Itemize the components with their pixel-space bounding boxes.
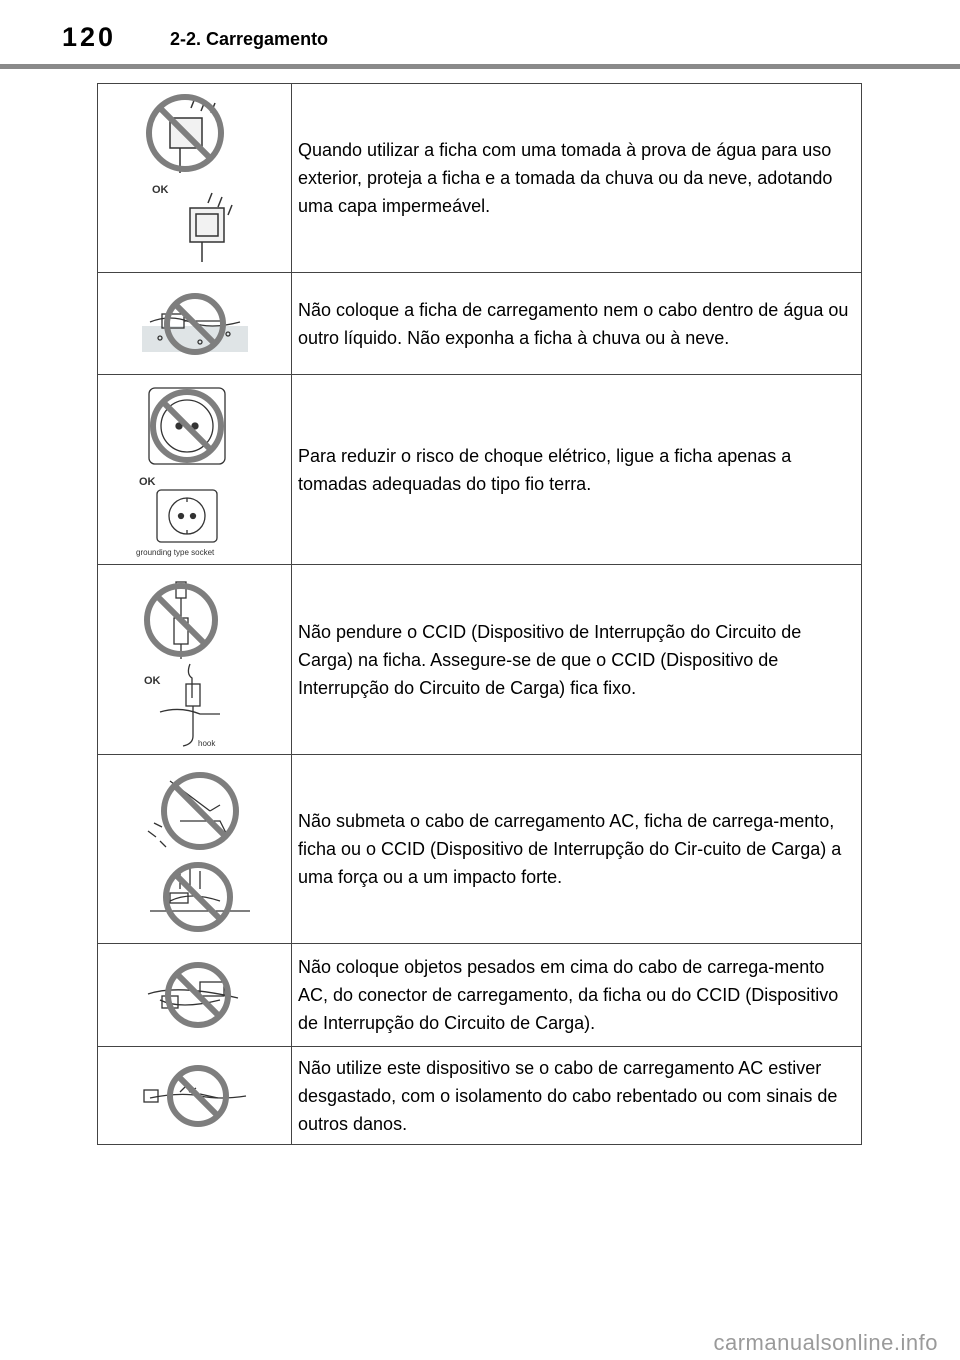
table-row xyxy=(98,375,862,565)
table-row xyxy=(98,755,862,944)
ok-label: OK xyxy=(138,475,155,488)
page-number: 120 xyxy=(62,22,117,52)
impact-illustration xyxy=(140,761,250,937)
warning-table xyxy=(97,83,862,1145)
ccid-hook-illustration xyxy=(140,572,250,748)
plug-in-water-illustration xyxy=(140,292,250,356)
warning-text: Não submeta o cabo de carregamento AC, ficha de carrega-mento, ficha ou o CCID (Dispositivo de Interrupção do Cir-cuito de Carga) a uma força ou a um impacto forte. xyxy=(292,755,862,944)
warning-text: Não coloque objetos pesados em cima do cabo de carrega-mento AC, do conector de carregamento, da ficha ou do CCID (Dispositivo de Interrupção do Circuito de Carga). xyxy=(292,944,862,1047)
prohibited-icon xyxy=(153,392,221,460)
ok-label: OK xyxy=(143,674,160,687)
prohibited-icon xyxy=(168,965,228,1025)
ok-label: OK xyxy=(151,184,168,196)
warning-text: Não coloque a ficha de carregamento nem o cabo dentro de água ou outro líquido. Não exponha a ficha à chuva ou à neve. xyxy=(292,273,862,375)
socket-caption: grounding type socket xyxy=(135,547,214,557)
hook-caption: hook xyxy=(197,738,215,748)
table-row xyxy=(98,84,862,273)
prohibited-icon xyxy=(164,775,236,929)
header-rule xyxy=(0,64,960,69)
prohibited-icon xyxy=(170,1068,226,1124)
illustration-cell xyxy=(98,1047,292,1145)
damaged-cable-illustration xyxy=(140,1064,250,1128)
warning-text: Não utilize este dispositivo se o cabo de carregamento AC estiver desgastado, com o isolamento do cabo rebentado ou com sinais de outros danos. xyxy=(292,1047,862,1145)
watermark: carmanualsonline.info xyxy=(713,1330,938,1355)
section-title: 2-2. Carregamento xyxy=(170,29,329,49)
table-row xyxy=(98,273,862,375)
warning-text: Para reduzir o risco de choque elétrico, ligue a ficha apenas a tomadas adequadas do tipo fio terra. xyxy=(292,375,862,565)
warning-text: Quando utilizar a ficha com uma tomada à prova de água para uso exterior, proteja a ficha e a tomada da chuva ou da neve, adotando uma capa impermeável. xyxy=(292,84,862,273)
warning-text: Não pendure o CCID (Dispositivo de Interrupção do Circuito de Carga) na ficha. Assegure-se de que o CCID (Dispositivo de Interrupção do Circuito de Carga) fica fixo. xyxy=(292,565,862,755)
grounded-socket-illustration xyxy=(135,382,255,558)
illustration-cell xyxy=(98,944,292,1047)
rain-outlet-illustration xyxy=(140,93,250,263)
illustration-cell xyxy=(98,84,292,273)
page-header xyxy=(0,0,960,70)
illustration-cell xyxy=(98,565,292,755)
illustration-cell xyxy=(98,375,292,565)
illustration-cell xyxy=(98,755,292,944)
heavy-object-illustration xyxy=(140,960,250,1030)
prohibited-icon xyxy=(149,97,221,169)
table-row xyxy=(98,1047,862,1145)
table-row xyxy=(98,565,862,755)
illustration-cell xyxy=(98,273,292,375)
table-row xyxy=(98,944,862,1047)
